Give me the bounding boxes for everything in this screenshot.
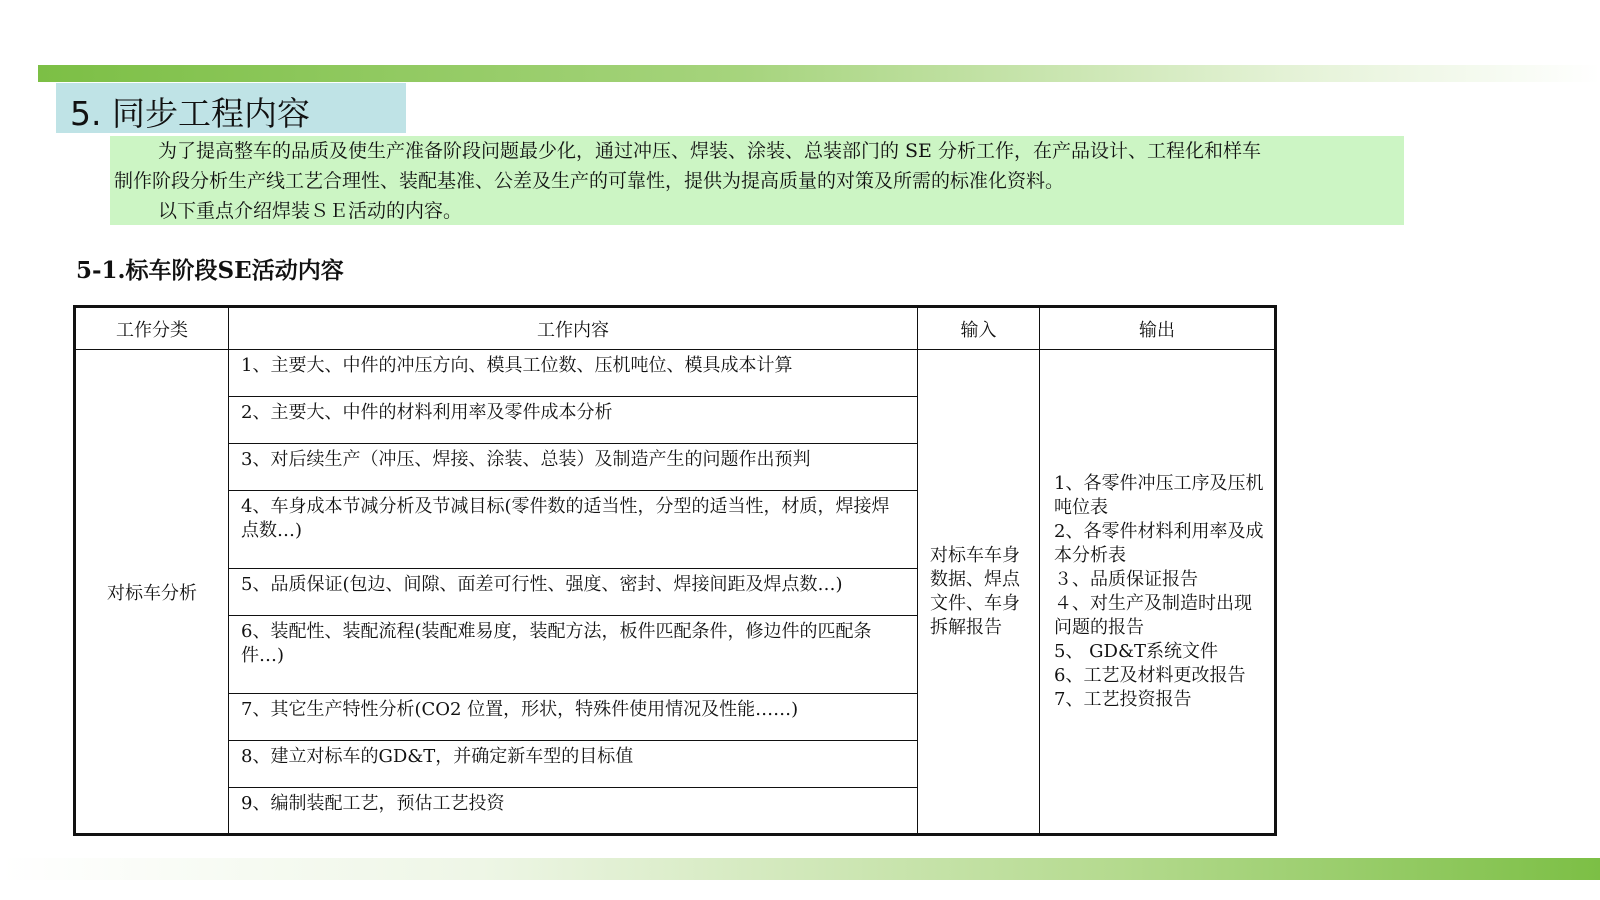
work-item: 9、编制装配工艺，预估工艺投资 <box>229 788 918 835</box>
work-item: 4、车身成本节减分析及节减目标(零件数的适当性，分型的适当性，材质，焊接焊点数…) <box>229 491 918 569</box>
intro-line-2: 制作阶段分析生产线工艺合理性、装配基准、公差及生产的可靠性，提供为提高质量的对策及所需的标准化资料。 <box>114 170 1065 192</box>
output-cell <box>1040 350 1276 835</box>
header-input: 输入 <box>918 307 1040 350</box>
intro-line-1: 为了提高整车的品质及使生产准备阶段问题最少化，通过冲压、焊装、涂装、总装部门的 SE 分析工作，在产品设计、工程化和样车 <box>158 140 1261 162</box>
output-item: 5、 GD&T系统文件 <box>1054 640 1219 662</box>
work-item: 6、装配性、装配流程(装配难易度，装配方法，板件匹配条件，修边件的匹配条件…) <box>229 616 918 694</box>
work-item: 5、品质保证(包边、间隙、面差可行性、强度、密封、焊接间距及焊点数…) <box>229 569 918 616</box>
header-category: 工作分类 <box>75 307 229 350</box>
se-activity-table <box>73 305 1277 836</box>
intro-box <box>110 136 1404 225</box>
table-header-row <box>75 307 1276 350</box>
output-item: 2、各零件材料利用率及成本分析表 <box>1054 520 1264 566</box>
header-work-content: 工作内容 <box>229 307 918 350</box>
intro-line-3: 以下重点介绍焊装ＳＥ活动的内容。 <box>158 200 463 222</box>
section-title: 5. 同步工程内容 <box>70 94 310 133</box>
section-title-box <box>56 83 406 133</box>
subsection-title: 5-1.标车阶段SE活动内容 <box>76 257 344 284</box>
category-cell: 对标车分析 <box>75 350 229 835</box>
input-cell: 对标车车身数据、焊点文件、车身拆解报告 <box>918 350 1040 835</box>
work-item: 1、主要大、中件的冲压方向、模具工位数、压机吨位、模具成本计算 <box>229 350 918 397</box>
output-item: 7、工艺投资报告 <box>1054 688 1192 710</box>
output-item: 6、工艺及材料更改报告 <box>1054 664 1246 686</box>
work-item: 2、主要大、中件的材料利用率及零件成本分析 <box>229 397 918 444</box>
work-item: 3、对后续生产（冲压、焊接、涂装、总装）及制造产生的问题作出预判 <box>229 444 918 491</box>
header-output: 输出 <box>1040 307 1276 350</box>
work-item: 8、建立对标车的GD&T，并确定新车型的目标值 <box>229 741 918 788</box>
output-item: 1、各零件冲压工序及压机吨位表 <box>1054 472 1264 518</box>
table-row <box>75 350 1276 397</box>
output-item: ４、对生产及制造时出现问题的报告 <box>1054 592 1252 638</box>
top-decorative-bar <box>38 65 1600 82</box>
work-item: 7、其它生产特性分析(CO2 位置，形状，特殊件使用情况及性能……) <box>229 694 918 741</box>
bottom-decorative-bar <box>0 858 1600 880</box>
output-item: ３、品质保证报告 <box>1054 568 1198 590</box>
